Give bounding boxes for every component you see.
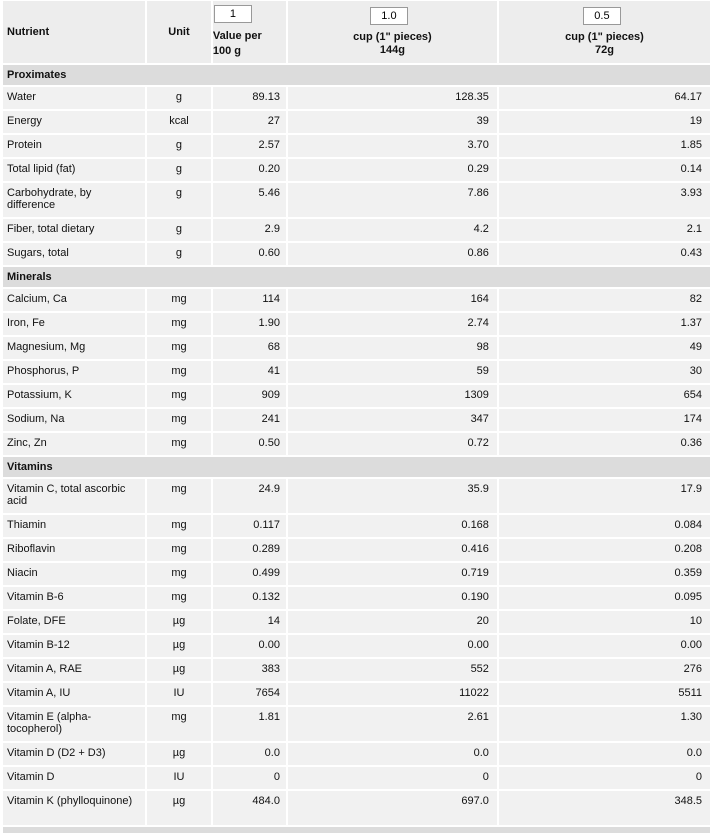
table-row <box>3 219 710 241</box>
header-value-per-100g <box>213 1 286 63</box>
nutrient-name: Carbohydrate, by difference <box>3 183 145 217</box>
table-row <box>3 361 710 383</box>
table-row <box>3 433 710 455</box>
value-per-100g: 1.90 <box>213 313 286 335</box>
nutrient-unit: g <box>147 87 211 109</box>
value-serving-2: 82 <box>499 289 710 311</box>
group-title: Vitamins <box>3 457 710 477</box>
value-per-100g: 5.46 <box>213 183 286 217</box>
nutrient-name: Vitamin D <box>3 767 145 789</box>
nutrient-name: Vitamin A, RAE <box>3 659 145 681</box>
nutrient-unit: µg <box>147 635 211 657</box>
value-serving-2: 174 <box>499 409 710 431</box>
value-per-100g: 0.0 <box>213 743 286 765</box>
table-row <box>3 743 710 765</box>
value-serving-1: 7.86 <box>288 183 497 217</box>
value-per-100g: 27 <box>213 111 286 133</box>
group-title: Minerals <box>3 267 710 287</box>
table-row <box>3 289 710 311</box>
serving-2-quantity-input[interactable] <box>583 7 621 25</box>
nutrient-name: Vitamin B-12 <box>3 635 145 657</box>
nutrient-unit: IU <box>147 767 211 789</box>
nutrient-name: Zinc, Zn <box>3 433 145 455</box>
nutrient-name: Sodium, Na <box>3 409 145 431</box>
group-row <box>3 65 710 85</box>
value-per-100g: 2.57 <box>213 135 286 157</box>
table-row <box>3 791 710 825</box>
value-serving-1: 39 <box>288 111 497 133</box>
value-serving-1: 128.35 <box>288 87 497 109</box>
value-per-100g: 484.0 <box>213 791 286 825</box>
value-serving-2: 276 <box>499 659 710 681</box>
value-serving-2: 0.095 <box>499 587 710 609</box>
value-serving-1: 0.0 <box>288 743 497 765</box>
nutrient-unit: mg <box>147 385 211 407</box>
value-per-100g: 0.00 <box>213 635 286 657</box>
value-serving-2: 1.85 <box>499 135 710 157</box>
value-serving-1: 347 <box>288 409 497 431</box>
value-serving-2: 0.14 <box>499 159 710 181</box>
table-header-row <box>3 1 710 63</box>
nutrient-name: Calcium, Ca <box>3 289 145 311</box>
value-serving-1: 164 <box>288 289 497 311</box>
value-per-100g: 0.132 <box>213 587 286 609</box>
value-serving-1: 0.190 <box>288 587 497 609</box>
header-serving-1 <box>288 1 497 63</box>
value-serving-2: 49 <box>499 337 710 359</box>
nutrient-name: Fiber, total dietary <box>3 219 145 241</box>
table-row <box>3 87 710 109</box>
table-row <box>3 159 710 181</box>
nutrient-unit: mg <box>147 433 211 455</box>
table-row <box>3 135 710 157</box>
nutrient-name: Vitamin K (phylloquinone) <box>3 791 145 825</box>
nutrient-name: Water <box>3 87 145 109</box>
value-serving-2: 0.208 <box>499 539 710 561</box>
table-row <box>3 587 710 609</box>
value-serving-1: 1309 <box>288 385 497 407</box>
nutrient-name: Thiamin <box>3 515 145 537</box>
table-row <box>3 183 710 217</box>
value-serving-2: 1.37 <box>499 313 710 335</box>
value-serving-2: 0.0 <box>499 743 710 765</box>
value-per-100g: 89.13 <box>213 87 286 109</box>
nutrient-unit: g <box>147 135 211 157</box>
nutrient-name: Sugars, total <box>3 243 145 265</box>
nutrient-name: Folate, DFE <box>3 611 145 633</box>
nutrient-name: Phosphorus, P <box>3 361 145 383</box>
serving-2-label-line2: 72g <box>594 44 614 56</box>
nutrient-unit: mg <box>147 539 211 561</box>
value-serving-1: 0.86 <box>288 243 497 265</box>
nutrient-name: Energy <box>3 111 145 133</box>
table-row <box>3 683 710 705</box>
value-per-100g: 114 <box>213 289 286 311</box>
value-serving-2: 348.5 <box>499 791 710 825</box>
serving-1-label-line2: 144g <box>379 44 405 56</box>
value-serving-2: 64.17 <box>499 87 710 109</box>
value-serving-1: 697.0 <box>288 791 497 825</box>
nutrient-unit: kcal <box>147 111 211 133</box>
serving-2-label-line1: cup (1" pieces) <box>565 31 644 43</box>
nutrient-name: Protein <box>3 135 145 157</box>
value-serving-2: 2.1 <box>499 219 710 241</box>
value-per-100g: 0.117 <box>213 515 286 537</box>
value-per-100g: 0 <box>213 767 286 789</box>
per100-label-line1: Value per <box>212 30 262 42</box>
value-serving-1: 0.29 <box>288 159 497 181</box>
value-per-100g: 0.20 <box>213 159 286 181</box>
per100-label-line2: 100 g <box>212 45 242 57</box>
value-per-100g: 2.9 <box>213 219 286 241</box>
table-row <box>3 409 710 431</box>
value-per-100g: 0.50 <box>213 433 286 455</box>
nutrient-name: Iron, Fe <box>3 313 145 335</box>
value-serving-2: 654 <box>499 385 710 407</box>
table-row <box>3 313 710 335</box>
value-per-100g: 68 <box>213 337 286 359</box>
value-serving-2: 19 <box>499 111 710 133</box>
table-row <box>3 539 710 561</box>
value-serving-1: 98 <box>288 337 497 359</box>
value-serving-1: 20 <box>288 611 497 633</box>
value-serving-1: 0.168 <box>288 515 497 537</box>
nutrient-unit: mg <box>147 313 211 335</box>
nutrient-name: Vitamin A, IU <box>3 683 145 705</box>
nutrient-unit: mg <box>147 337 211 359</box>
value-per-100g: 383 <box>213 659 286 681</box>
table-row <box>3 659 710 681</box>
nutrient-unit: mg <box>147 361 211 383</box>
value-serving-2: 0.43 <box>499 243 710 265</box>
table-row <box>3 611 710 633</box>
nutrient-name: Magnesium, Mg <box>3 337 145 359</box>
value-serving-1: 0.72 <box>288 433 497 455</box>
value-serving-1: 2.61 <box>288 707 497 741</box>
nutrient-unit: mg <box>147 479 211 513</box>
nutrient-unit: mg <box>147 563 211 585</box>
value-serving-2: 1.30 <box>499 707 710 741</box>
nutrient-unit: mg <box>147 289 211 311</box>
nutrient-name: Total lipid (fat) <box>3 159 145 181</box>
serving-1-quantity-input[interactable] <box>370 7 408 25</box>
nutrient-unit: µg <box>147 611 211 633</box>
value-per-100g: 14 <box>213 611 286 633</box>
table-footer-bar <box>3 827 710 833</box>
table-row <box>3 243 710 265</box>
nutrient-name: Vitamin C, total ascorbic acid <box>3 479 145 513</box>
value-serving-1: 0.719 <box>288 563 497 585</box>
value-serving-1: 35.9 <box>288 479 497 513</box>
value-per-100g: 1.81 <box>213 707 286 741</box>
value-serving-2: 10 <box>499 611 710 633</box>
nutrient-unit: mg <box>147 409 211 431</box>
value-serving-1: 11022 <box>288 683 497 705</box>
nutrient-unit: g <box>147 183 211 217</box>
nutrient-unit: g <box>147 243 211 265</box>
value-serving-2: 0.00 <box>499 635 710 657</box>
nutrient-unit: g <box>147 219 211 241</box>
value-serving-1: 0.00 <box>288 635 497 657</box>
value-serving-2: 3.93 <box>499 183 710 217</box>
value-serving-2: 30 <box>499 361 710 383</box>
nutrient-name: Vitamin D (D2 + D3) <box>3 743 145 765</box>
nutrient-name: Potassium, K <box>3 385 145 407</box>
value-per-100g: 909 <box>213 385 286 407</box>
table-footer <box>3 827 710 833</box>
value-serving-1: 2.74 <box>288 313 497 335</box>
header-serving-2 <box>499 1 710 63</box>
value-per-100g: 7654 <box>213 683 286 705</box>
value-serving-1: 4.2 <box>288 219 497 241</box>
table-row <box>3 337 710 359</box>
per100-quantity-input[interactable] <box>214 5 252 23</box>
value-per-100g: 241 <box>213 409 286 431</box>
serving-1-label-line1: cup (1" pieces) <box>353 31 432 43</box>
nutrient-name: Vitamin B-6 <box>3 587 145 609</box>
nutrient-name: Niacin <box>3 563 145 585</box>
nutrient-name: Riboflavin <box>3 539 145 561</box>
nutrient-unit: µg <box>147 791 211 825</box>
nutrient-unit: IU <box>147 683 211 705</box>
table-row <box>3 111 710 133</box>
group-row <box>3 267 710 287</box>
table-row <box>3 479 710 513</box>
nutrient-unit: µg <box>147 659 211 681</box>
table-row <box>3 563 710 585</box>
header-nutrient: Nutrient <box>3 1 145 63</box>
nutrient-table <box>1 0 712 835</box>
group-title: Proximates <box>3 65 710 85</box>
value-per-100g: 24.9 <box>213 479 286 513</box>
value-per-100g: 41 <box>213 361 286 383</box>
value-serving-2: 0.084 <box>499 515 710 537</box>
value-serving-2: 5511 <box>499 683 710 705</box>
table-row <box>3 385 710 407</box>
value-serving-2: 0 <box>499 767 710 789</box>
value-serving-1: 3.70 <box>288 135 497 157</box>
table-body <box>3 65 710 833</box>
value-serving-1: 0.416 <box>288 539 497 561</box>
nutrient-unit: µg <box>147 743 211 765</box>
value-per-100g: 0.60 <box>213 243 286 265</box>
value-serving-2: 0.36 <box>499 433 710 455</box>
value-per-100g: 0.499 <box>213 563 286 585</box>
nutrient-unit: mg <box>147 587 211 609</box>
value-serving-1: 552 <box>288 659 497 681</box>
value-serving-2: 17.9 <box>499 479 710 513</box>
header-unit: Unit <box>147 1 211 63</box>
group-row <box>3 457 710 477</box>
table-row <box>3 635 710 657</box>
table-row <box>3 767 710 789</box>
nutrient-unit: g <box>147 159 211 181</box>
nutrient-name: Vitamin E (alpha-tocopherol) <box>3 707 145 741</box>
value-serving-1: 0 <box>288 767 497 789</box>
table-row <box>3 707 710 741</box>
value-serving-1: 59 <box>288 361 497 383</box>
nutrient-unit: mg <box>147 515 211 537</box>
nutrient-unit: mg <box>147 707 211 741</box>
table-row <box>3 515 710 537</box>
value-per-100g: 0.289 <box>213 539 286 561</box>
value-serving-2: 0.359 <box>499 563 710 585</box>
